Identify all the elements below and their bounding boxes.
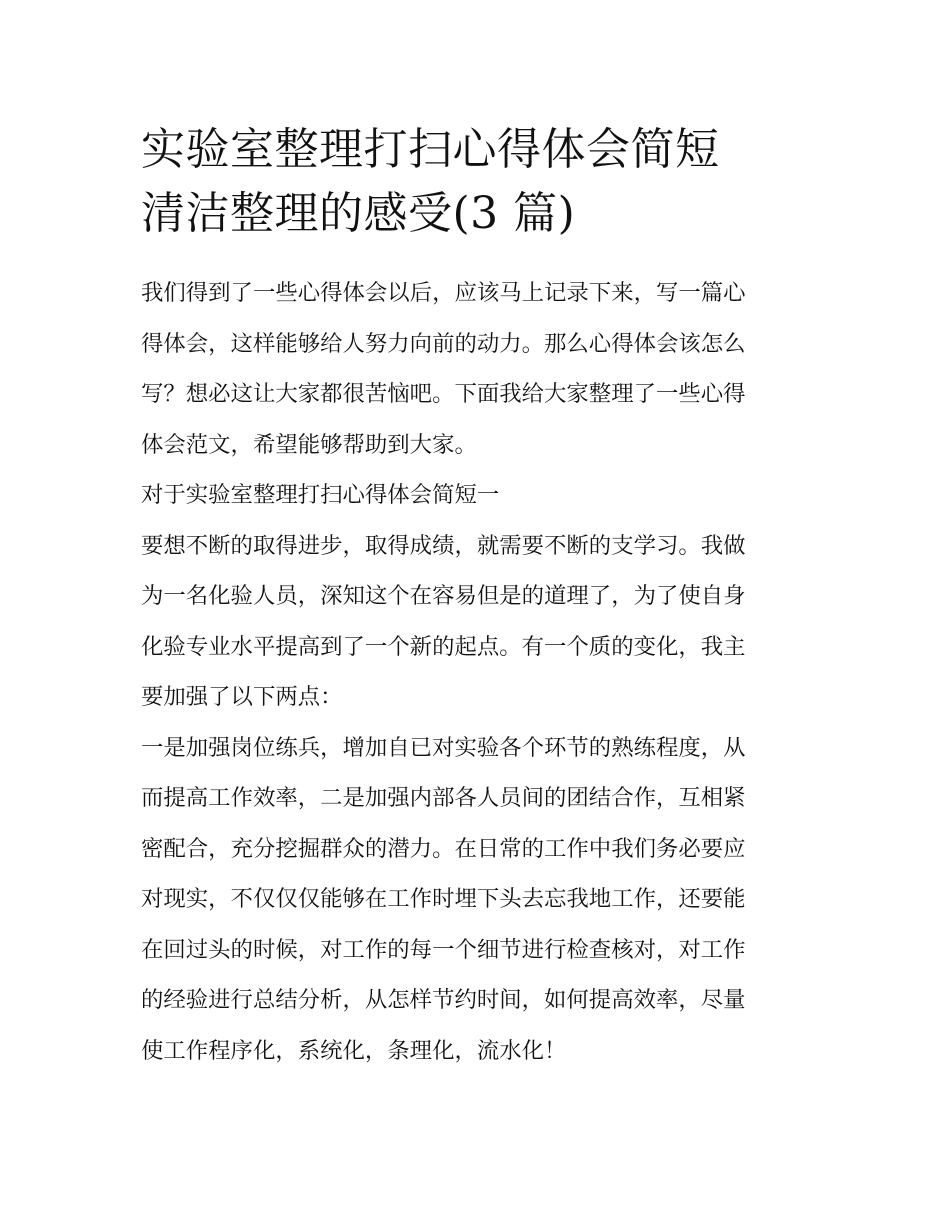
intro-paragraph [141,268,813,470]
body-paragraph-1 [141,521,813,723]
text-line: 得体会，这样能够给人努力向前的动力。那么心得体会该怎么 [141,330,746,357]
body-paragraph-2 [141,723,813,1077]
text-line: 要想不断的取得进步，取得成绩，就需要不断的支学习。我做 [141,532,746,559]
text-line: 化验专业水平提高到了一个新的起点。有一个质的变化，我主 [141,633,746,660]
title-line: 实验室整理打扫心得体会简短 [141,124,720,175]
text-line: 对现实，不仅仅仅能够在工作时埋下头去忘我地工作，还要能 [141,886,746,912]
section-heading [141,470,813,521]
text-line: 对于实验室整理打扫心得体会简短一 [141,482,500,508]
text-line: 一是加强岗位练兵，增加自已对实验各个环节的熟练程度，从 [141,734,746,761]
text-line: 密配合，充分挖掘群众的潜力。在日常的工作中我们务必要应 [141,835,746,862]
text-line: 写？想必这让大家都很苦恼吧。下面我给大家整理了一些心得 [141,381,746,407]
text-line: 而提高工作效率，二是加强内部各人员间的团结合作，互相紧 [141,785,746,811]
title-line: 清洁整理的感受(3 篇) [141,188,576,239]
text-line: 为一名化验人员，深知这个在容易但是的道理了，为了使自身 [141,583,746,609]
text-line: 使工作程序化，系统化，条理化，流水化！ [141,1037,567,1064]
text-line: 在回过头的时候，对工作的每一个细节进行检查核对，对工作 [141,936,746,963]
text-line: 要加强了以下两点： [141,684,343,710]
text-line: 的经验进行总结分析，从怎样节约时间，如何提高效率，尽量 [141,987,746,1013]
text-line: 我们得到了一些心得体会以后，应该马上记录下来，写一篇心 [141,280,746,306]
text-line: 体会范文，希望能够帮助到大家。 [141,431,477,458]
document-page [141,118,813,1076]
document-title [141,118,813,246]
